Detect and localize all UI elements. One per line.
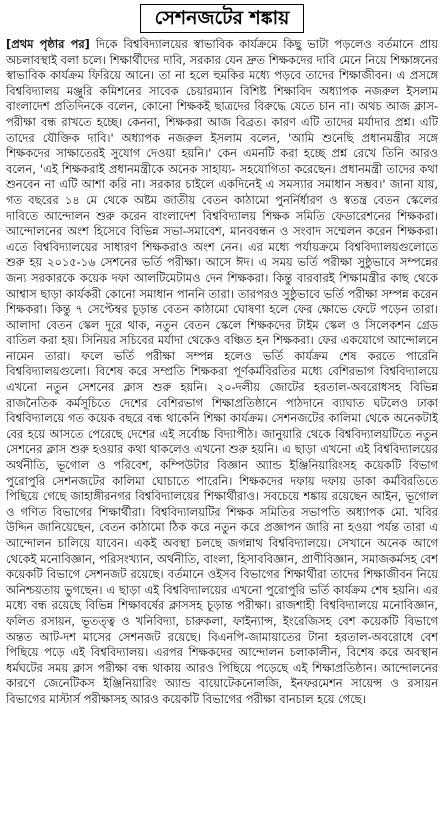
article-text: দিকে বিশ্ববিদ্যালয়ের স্বাভাবিক কার্যক্রমে কিছু ভাটা পড়লেও বর্তমানে প্রায় অচলাবস্থাই বলা চলে। শিক্ষার্থীদের দাবি, সরকার যেন দ্রুত শিক্ষকদের দাবি মেনে নিয়ে শিক্ষাঙ্গনের স্বাভাবিক কার্যক্রম ফিরিয়ে আনে। তা না হলে হুমকির মধ্যে পড়বে তাদের শিক্ষাজীবন। এ প্রসঙ্গে বিশ্ববিদ্যালয় মঞ্জুরি কমিশনের সাবেক চেয়ারম্যান বিশিষ্ট শিক্ষাবিদ অধ্যাপক নজরুল ইসলাম বাংলাদেশ প্রতিদিনকে বলেন, কোনো শিক্ষকই ছাত্রদের বিরুদ্ধে যেতে চান না। অথচ আজ ক্লাস-পরীক্ষা বন্ধ রাখতে হচ্ছে। কেননা, শিক্ষকরা আজ বিব্রত। কারণ এটি তাদের মর্যাদার প্রশ্ন। এটি তাদের যৌক্তিক দাবি।' অধ্যাপক নজরুল ইসলাম বলেন, 'আমি শুনেছি প্রধানমন্ত্রীর সঙ্গে শিক্ষকদের সাক্ষাতেরই সুযোগ দেওয়া হয়নি।' কেন এমনটি করা হচ্ছে প্রশ্ন রেখে তিনি আরও বলেন, 'এই শিক্ষকরাই প্রধানমন্ত্রীকে অনেক সাহায্য- সহযোগিতা করেছেন। প্রধানমন্ত্রী তাদের কথা শুনবেন না এটি আশা করি না। সরকার চাইলে একদিনেই এ সমস্যার সমাধান সম্ভব।' জানা যায়, গত বছরের ১৪ মে থেকে অষ্টম জাতীয় বেতন কাঠামো পুনর্নির্ধারণ ও স্বতন্ত্র বেতন স্কেলের দাবিতে আন্দোলন শুরু করেন বাংলাদেশ বিশ্ববিদ্যালয় শিক্ষক সমিতি ফেডারেশনের শিক্ষকরা। আন্দোলনের অংশ হিসেবে বিভিন্ন সভা-সমাবেশ, মানববন্ধন ও সংবাদ সম্মেলন করেন শিক্ষকরা। এতে বিশ্ববিদ্যালয়ের সাধারণ শিক্ষকরাও অংশ নেন। এর মধ্যে পর্যায়ক্রমে বিশ্ববিদ্যালয়গুলোতে শুরু হয় ২০১৫-১৬ সেশনের ভর্তি পরীক্ষা। আসে ঈদ। এ সময় ভর্তি পরীক্ষা সুষ্ঠুভাবে সম্পন্নের জন্য সরকারকে কয়েক দফা আলটিমেটামও দেন শিক্ষকরা। কিন্তু বারবারই শিক্ষামন্ত্রীর কাছ থেকে আশ্বাস ছাড়া কার্যকরী কোনো সমাধান পাননি তারা। তারপরও সুষ্ঠুভাবে ভর্তি পরীক্ষা সম্পন্ন করেন শিক্ষকরা। কিন্তু ৭ সেপ্টেম্বর চূড়ান্ত বেতন কাঠামো ঘোষণা হলে ফের ক্ষোভে ফেটে পড়েন তারা। আলাদা বেতন স্কেল দূরে থাক, নতুন বেতন স্কেলে শিক্ষকদের টাইম স্কেল ও সিলেকশন গ্রেড বাতিল করা হয়। সিনিয়র সচিবের মর্যাদা থেকেও বঞ্চিত হন শিক্ষকরা। ফের একযোগে আন্দোলনে নামেন তারা। ফলে ভর্তি পরীক্ষা সম্পন্ন হলেও ভর্তি কার্যক্রম শেষ করতে পারেনি বিশ্ববিদ্যালয়গুলো। বিশেষ করে সম্প্রতি শিক্ষকরা পূর্ণকর্মবিরতির মধ্যে বেশিরভাগ বিশ্ববিদ্যালয়ে এখনো নতুন সেশনের ক্লাস শুরু হয়নি। ২০-দলীয় জোটের হরতাল-অবরোধসহ বিভিন্ন রাজনৈতিক কর্মসূচিতে দেশের বেশিরভাগ শিক্ষাপ্রতিষ্ঠানে পাঠদানে ব্যাঘাত ঘটলেও ঢাকা বিশ্ববিদ্যালয়ে গত কয়েক বছরে বন্ধ থাকেনি শিক্ষা কার্যক্রম। সেশনজটের কালিমা থেকে অনেকটাই বের হয়ে আসতে পেরেছে দেশের এই সর্বোচ্চ বিদ্যাপীঠ। জানুয়ারি থেকে বিশ্ববিদ্যালয়টিতে নতুন সেশনের ক্লাস শুরু হওয়ার কথা থাকলেও এখনো শুরু হয়নি। এ ছাড়া এখনো এই বিশ্ববিদ্যালয়ের অর্থনীতি, ভূগোল ও পরিবেশ, কম্পিউটার বিজ্ঞান অ্যান্ড ইঞ্জিনিয়ারিংসহ কয়েকটি বিভাগ পুরোপুরি সেশনজটের কালিমা ঘোচাতে পারেনি। শিক্ষকদের দফায় দফায় ডাকা কর্মবিরতিতে পিছিয়ে গেছে জাহাঙ্গীরনগর বিশ্ববিদ্যালয়ের শিক্ষার্থীরাও। সবচেয়ে শঙ্কায় রয়েছেন আইন, ভূগোল ও গণিত বিভাগের শিক্ষার্থীরা। বিশ্ববিদ্যালয়টির শিক্ষক সমিতির সভাপতি অধ্যাপক মো. খবির উদ্দিন জানিয়েছেন, বেতন কাঠামো ঠিক করে নতুন করে প্রজ্ঞাপন জারি না হওয়া পর্যন্ত তারা এ আন্দোলন চালিয়ে যাবেন। একই অবস্থা চলছে জগন্নাথ বিশ্ববিদ্যালয়ে। সেখানে অনেক আগে থেকেই মনোবিজ্ঞান, পরিসংখ্যান, অর্থনীতি, বাংলা, হিসাববিজ্ঞান, প্রাণীবিজ্ঞান, সমাজকর্মসহ বেশ কয়েকটি বিভাগে সেশনজট রয়েছে। বর্তমানে ওইসব বিভাগের শিক্ষার্থীরা তাদের শিক্ষাজীবন নিয়ে অনিশ্চয়তায় ভুগছেন। এ ছাড়া এই বিশ্ববিদ্যালয়ের এখনো পুরোপুরি ভর্তি কার্যক্রম শেষ হয়নি। এর মধ্যে বন্ধ রয়েছে বিভিন্ন শিক্ষাবর্ষের ক্লাসসহ চূড়ান্ত পরীক্ষা। রাজশাহী বিশ্ববিদ্যালয়ে মনোবিজ্ঞান, ফলিত রসায়ন, ভূতত্ত্ব ও খনিবিদ্যা, চারুকলা, ফাইন্যান্স, ইংরেজিসহ বেশ কয়েকটি বিভাগে অন্তত আট-দশ মাসের সেশনজট রয়েছে। বিএনপি-জামায়াতের টানা হরতাল-অবরোধে বেশ পিছিয়ে পড়ে এই বিশ্ববিদ্যালয়। এরপর শিক্ষকদের আন্দোলন চলাকালীন, বিশেষ করে অবস্থান ধর্মঘটের সময় ক্লাস পরীক্ষা বন্ধ থাকায় আরও পিছিয়ে পড়েছে এই শিক্ষাপ্রতিষ্ঠান। আন্দোলনের কারণে জেনেটিকস ইঞ্জিনিয়ারিং অ্যান্ড বায়োটেকনোলজি, ইনফরমেশন সায়েন্স ও রসায়ন বিভাগের মাস্টার্স পরীক্ষাসহ আরও কয়েকটি বিভাগের পরীক্ষা বানচাল হয়ে গেছে। bbox=[6, 37, 438, 706]
continued-label: [প্রথম পৃষ্ঠার পর] bbox=[6, 37, 90, 51]
headline-box bbox=[6, 4, 438, 33]
article-body bbox=[6, 37, 438, 708]
headline: সেশনজটের শঙ্কায় bbox=[140, 4, 305, 33]
article-paragraph bbox=[6, 37, 438, 708]
